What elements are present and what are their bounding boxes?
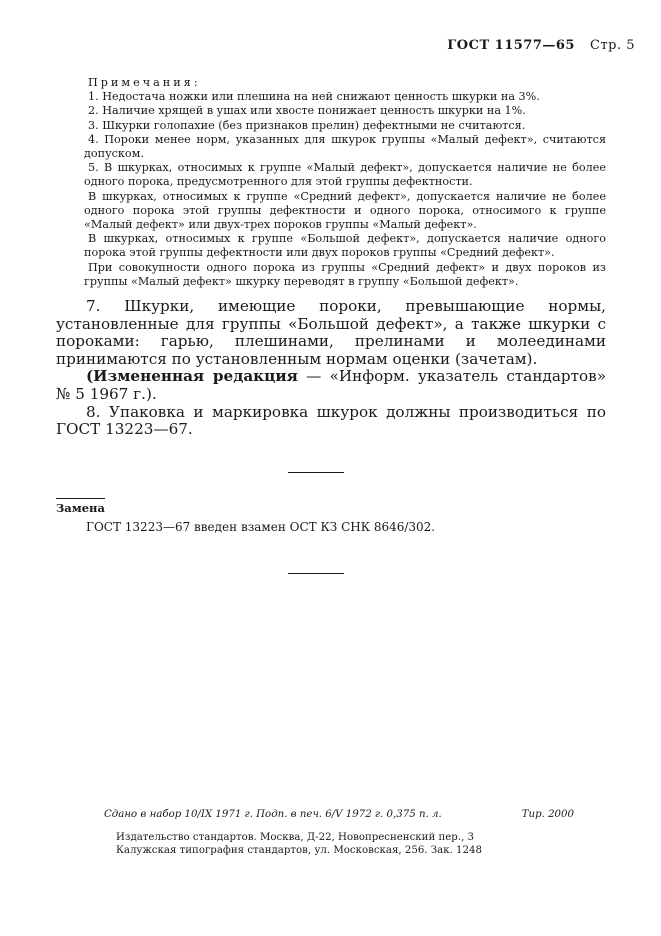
imprint [104,808,574,858]
note-item: В шкурках, относимых к группе «Средний дефект», допускается наличие не более одного порока этой группы дефектности и одного порока, относимого к группе «Малый дефект» или двух-трех пороков группы «Малый дефект». [84,189,606,232]
circulation: Тир. 2000 [521,809,574,820]
printer: Калужская типография стандартов, ул. Московская, 256. Зак. 1248 [116,845,482,856]
edition-source: — «Информ. указатель стандартов» № 5 1967 г.). [56,367,606,403]
publisher: Издательство стандартов. Москва, Д-22, Новопресненский пер., 3 [116,831,475,843]
main-text [56,298,606,439]
print-info: Сдано в набор 10/IX 1971 г. Подп. в печ. 6/V 1972 г. 0,375 п. л. [104,809,442,820]
note-item: 4. Пороки менее норм, указанных для шкурок группы «Малый дефект», считаются допуском. [84,132,606,161]
note-item: 5. В шкурках, относимых к группе «Малый дефект», допускается наличие не более одного порока, предусмотренного для этой группы дефектности. [84,161,606,189]
notes-title: Примечания: [88,76,201,89]
replacement-text: ГОСТ 13223—67 введен взамен ОСТ КЗ СНК 8646/302. [86,520,436,534]
page-header [447,38,635,53]
edition-note [56,368,606,403]
edition-label: (Измененная редакция [86,367,298,386]
clause-8: 8. Упаковка и маркировка шкурок должны производиться по ГОСТ 13223—67. [56,402,606,439]
replacement-label: Замена [56,498,105,515]
gost-number: ГОСТ 11577—65 [447,38,575,53]
section-divider [288,472,344,473]
note-item: При совокупности одного порока из группы «Средний дефект» и двух пороков из группы «Малый дефект» шкурку переводят в группу «Большой дефект». [84,260,606,288]
page-number: Стр. 5 [590,38,635,53]
note-item: 1. Недостача ножки или плешина на ней снижают ценность шкурки на 3%. [88,90,540,104]
imprint-print-line [104,808,574,822]
section-divider [288,573,344,574]
notes-section [84,76,606,289]
clause-7: 7. Шкурки, имеющие пороки, превышающие нормы, установленные для группы «Большой дефект», а также шкурки с пороками: гарью, плешинами, прелинами и молеединами принимаются по установленным нормам оценки (зачетам). [56,297,606,368]
note-item: В шкурках, относимых к группе «Большой дефект», допускается наличие одного порока этой группы дефектности или двух пороков группы «Средний дефект». [84,232,606,260]
note-item: 2. Наличие хрящей в ушах или хвосте понижает ценность шкурки на 1%. [88,104,526,118]
note-item: 3. Шкурки голопахие (без признаков прелин) дефектными не считаются. [88,118,526,132]
